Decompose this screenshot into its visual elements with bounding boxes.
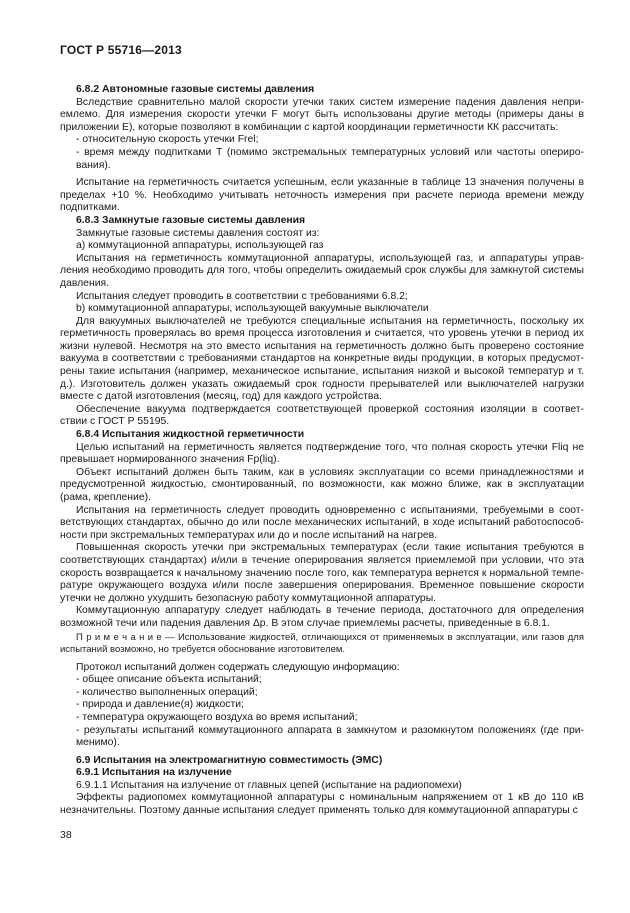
list-item: - температура окружающего воздуха во время испытаний; (76, 711, 358, 723)
list-item: b) коммутационной аппаратуры, использующей вакуумные выключатели (76, 303, 429, 315)
paragraph: Протокол испытаний должен содержать следующую информацию: (76, 661, 400, 673)
paragraph: Испытания на герметичность коммутационной аппаратуры, использующей газ, и аппаратуры управ-ления необходимо проводить для того, чтобы определить ожидаемый срок службы для замкнутой системы давления. (60, 252, 584, 289)
list-item: - общее описание объекта испытаний; (76, 674, 262, 686)
document-body (60, 84, 584, 818)
list-item: a) коммутационной аппаратуры, использующей газ (76, 240, 324, 252)
list-item: - относительную скорость утечки Frel; (76, 134, 259, 146)
paragraph: Эффекты радиопомех коммутационной аппаратуры с номинальным напряжением от 1 кВ до 110 кВ незначительны. Поэтому данные испытания следует применять только для коммутационной аппаратуры с (60, 792, 584, 817)
section-6-8-4-title: 6.8.4 Испытания жидкостной герметичности (76, 429, 305, 441)
paragraph: Вследствие сравнительно малой скорости утечки таких систем измерение падения давления непри-емлемо. Для измерения скорости утечки F могут быть использованы другие методы (примеры даны в приложении Е), которые позволяют в комбинации с картой координации герметичности КК рассчитать: (60, 96, 584, 133)
page-number: 38 (60, 829, 72, 841)
section-6-9-title: 6.9 Испытания на электромагнитную совместимость (ЭМС) (76, 754, 383, 766)
list-item: - время между подпитками T (помимо экстремальных температурных условий или частоты опериро-вания). (76, 146, 584, 171)
paragraph: Для вакуумных выключателей не требуются специальные испытания на герметичность, поскольку их герметичность проверялась во время процесса изготовления и считается, что уровень утечки в период их жизни нулевой. Несмотря на это вместо испытания на герметичность должно быть проверено состояние вакуума в соответствии с требованиями стандартов на конкретные виды продукции, в которых предусмот-рены такие испытания (например, механическое испытание, испытания низкой и высокой температур и т. д.). Изготовитель должен указать ожидаемый срок годности прерывателей или выключателей нагрузки вместе с датой изготовления (месяц, год) для каждого устройства. (60, 315, 584, 403)
paragraph: Испытания следует проводить в соответствии с требованиями 6.8.2; (76, 290, 408, 302)
paragraph: Испытания на герметичность следует проводить одновременно с испытаниями, требуемыми в соот-ветствующих стандартах, обычно до или после механических испытаний, в ходе испытаний работоспособ-ности при экстремальных температурах или до и после испытаний на нагрев. (60, 504, 584, 541)
list-item: - природа и давление(я) жидкости; (76, 699, 244, 711)
section-6-8-2-title: 6.8.2 Автономные газовые системы давления (76, 84, 315, 95)
paragraph: Испытание на герметичность считается успешным, если указанные в таблице 13 значения получены в пределах +10 %. Необходимо учитывать неточность измерения при расчете периода времени между подпитками. (60, 177, 584, 214)
paragraph: Объект испытаний должен быть таким, как в условиях эксплуатации со всеми принадлежностями и предусмотренной жидкостью, смонтированный, по возможности, как можно ближе, как в эксплуатации (рама, крепление). (60, 466, 584, 503)
document-header: ГОСТ Р 55716—2013 (60, 43, 182, 57)
paragraph: Обеспечение вакуума подтверждается соответствующей проверкой состояния изоляции в соответ-ствии с ГОСТ Р 55195. (60, 403, 584, 428)
list-item: - результаты испытаний коммутационного аппарата в замкнутом и разомкнутом положениях (где при-менимо). (76, 724, 584, 749)
paragraph: Целью испытаний на герметичность является подтверждение того, что полная скорость утечки Fliq не превышает нормированного значения Fp(liq). (60, 441, 584, 466)
paragraph: Повышенная скорость утечки при экстремальных температурах (если такие испытания требуются в соответствующих стандартах) и/или в течение оперирования является приемлемой при условии, что эта скорость возвращается к начальному значению после того, как температура вернется к нормальной темпе-ратуре окружающего воздуха и/или после завершения оперирования. Временное повышение скорости утечки не должно ухудшить безопасную работу коммутационной аппаратуры. (60, 542, 584, 604)
paragraph: Коммутационную аппаратуру следует наблюдать в течение периода, достаточного для определения возможной течи или падения давления Δp. В этом случае приемлемы расчеты, приведенные в 6.8.1. (60, 605, 584, 629)
section-6-8-3-title: 6.8.3 Замкнутые газовые системы давления (76, 214, 306, 226)
paragraph: 6.9.1.1 Испытания на излучение от главных цепей (испытание на радиопомехи) (76, 779, 462, 791)
list-item: - количество выполненных операций; (76, 686, 258, 698)
note: П р и м е ч а н и е — Использование жидкостей, отличающихся от применяемых в эксплуатации, или газов для испытаний возможно, но требуется обоснование изготовителем. (60, 631, 584, 655)
paragraph: Замкнутые газовые системы давления состоят из: (76, 227, 320, 239)
section-6-9-1-title: 6.9.1 Испытания на излучение (76, 767, 232, 779)
